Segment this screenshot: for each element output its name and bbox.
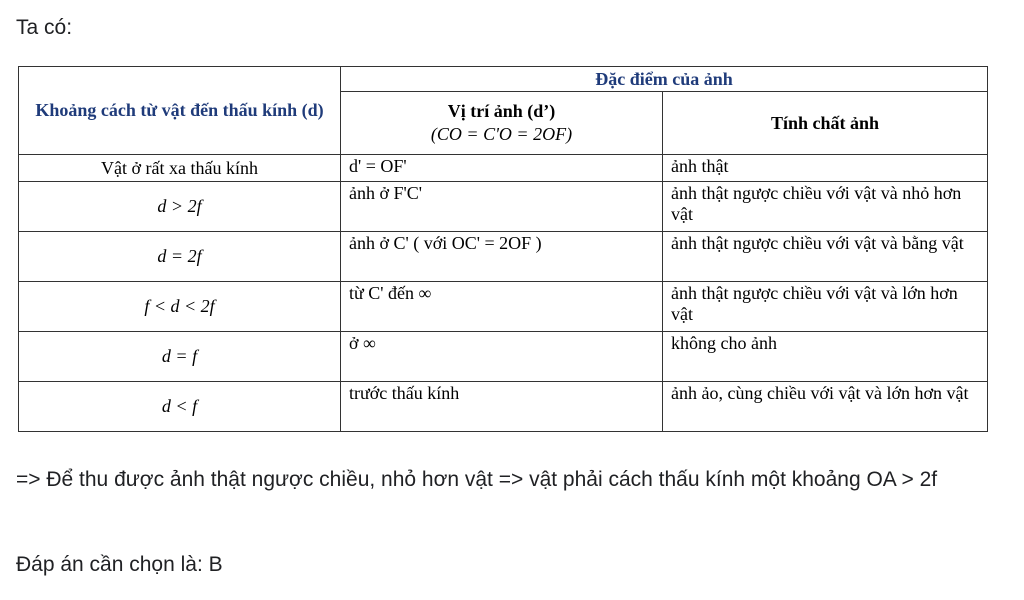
conclusion-text: => Để thu được ảnh thật ngược chiều, nhỏ hơn vật => vật phải cách thấu kính một khoảng OA > 2f (16, 468, 938, 491)
table-row (19, 155, 988, 182)
table-header-row (19, 67, 988, 92)
header-position (341, 92, 663, 155)
table-row (19, 332, 988, 382)
lens-image-table (18, 66, 988, 432)
table-row (19, 182, 988, 232)
cell-position: ở ∞ (341, 332, 663, 382)
header-image-features: Đặc điểm của ảnh (341, 67, 988, 92)
header-distance: Khoảng cách từ vật đến thấu kính (d) (19, 67, 341, 155)
cell-distance: d < f (19, 382, 341, 432)
cell-position: trước thấu kính (341, 382, 663, 432)
cell-distance: f < d < 2f (19, 282, 341, 332)
cell-nature: không cho ảnh (663, 332, 988, 382)
cell-nature: ảnh thật ngược chiều với vật và bằng vật (663, 232, 988, 282)
cell-position: d' = OF' (341, 155, 663, 182)
cell-distance: d > 2f (19, 182, 341, 232)
cell-nature: ảnh ảo, cùng chiều với vật và lớn hơn vật (663, 382, 988, 432)
cell-distance: d = 2f (19, 232, 341, 282)
cell-nature: ảnh thật ngược chiều với vật và lớn hơn vật (663, 282, 988, 332)
answer-text: Đáp án cần chọn là: B (16, 553, 223, 576)
cell-position: từ C' đến ∞ (341, 282, 663, 332)
header-position-formula: (CO = C'O = 2OF) (430, 124, 573, 144)
table-row (19, 282, 988, 332)
cell-position: ảnh ở F'C' (341, 182, 663, 232)
cell-nature: ảnh thật (663, 155, 988, 182)
header-nature: Tính chất ảnh (663, 92, 988, 155)
cell-nature: ảnh thật ngược chiều với vật và nhỏ hơn vật (663, 182, 988, 232)
table-row (19, 232, 988, 282)
intro-text: Ta có: (16, 16, 73, 39)
cell-position: ảnh ở C' ( với OC' = 2OF ) (341, 232, 663, 282)
header-position-label: Vị trí ảnh (d’) (447, 101, 556, 121)
cell-distance: d = f (19, 332, 341, 382)
cell-distance: Vật ở rất xa thấu kính (19, 155, 341, 182)
table-row (19, 382, 988, 432)
